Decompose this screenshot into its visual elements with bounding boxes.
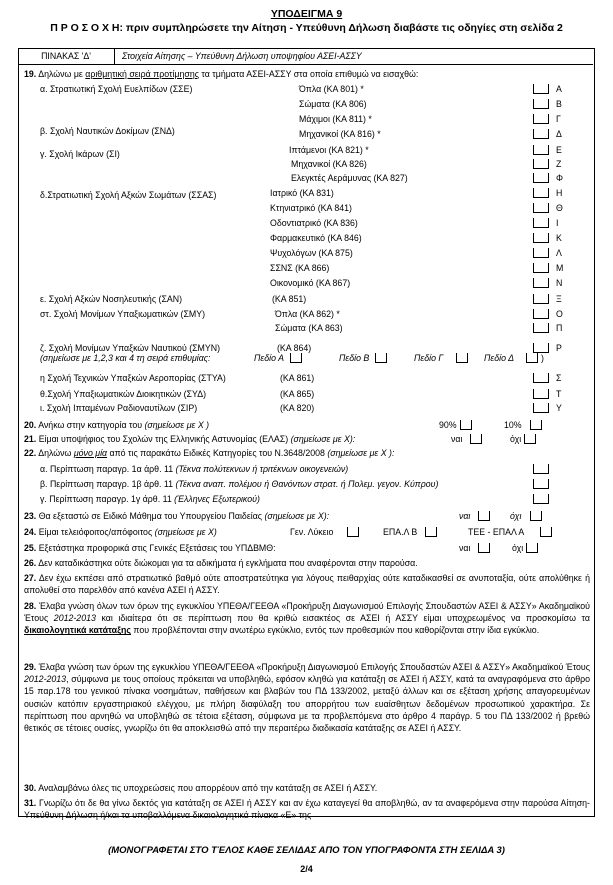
q25-text	[24, 543, 276, 554]
q23-yes: ναι	[459, 511, 471, 521]
department-priority-box[interactable]	[533, 278, 549, 288]
department-letter: Β	[556, 99, 562, 109]
q22-note: (σημείωσε με Χ ):	[327, 448, 395, 458]
school-name: η Σχολή Τεχνικών Υπαξκών Αεροπορίας (ΣΤΥΑ)	[40, 373, 226, 383]
pedio-box[interactable]	[375, 353, 387, 363]
q21-label: Είμαι υποψήφιος του Σχολών της Ελληνικής Αστυνομίας (ΕΛΑΣ)	[38, 434, 291, 444]
q22-item-desc: (Έλληνες Εξωτερικού)	[174, 494, 260, 504]
q28-text-underline: δικαιολογητικά κατάταξης	[24, 625, 131, 636]
department-label: Ιπτάμενοι (ΚΑ 821) *	[289, 145, 369, 155]
department-label: Ιατρικό (ΚΑ 831)	[270, 188, 334, 198]
q24-opt2: ΕΠΑ.Λ Β	[383, 527, 418, 537]
table-caption: Στοιχεία Αίτησης – Υπεύθυνη Δήλωση υποψηφίου ΑΣΕΙ-ΑΣΣΥ	[122, 51, 362, 61]
department-letter: Ζ	[556, 159, 562, 169]
q20-note: (σημείωσε με Χ )	[144, 420, 210, 430]
department-label: Οδοντιατρικό (ΚΑ 836)	[270, 218, 358, 228]
department-label: Φαρμακευτικό (ΚΑ 846)	[270, 233, 362, 243]
school-name: ζ. Σχολή Μονίμων Υπαξκών Ναυτικού (ΣΜΥΝ)	[40, 343, 221, 353]
q21-yes-box[interactable]	[470, 434, 482, 444]
department-priority-box[interactable]	[533, 294, 549, 304]
pedio-box[interactable]	[526, 353, 538, 363]
school-name: β. Σχολή Ναυτικών Δοκίμων (ΣΝΔ)	[40, 126, 175, 136]
q20-opt2-box[interactable]	[530, 420, 542, 430]
q23-yes-box[interactable]	[478, 511, 490, 521]
q28-text-a: Έλαβα γνώση όλων των όρων της εγκυκλίου ΥΠΕΘΑ/ΓΕΕΘΑ «Προκήρυξη Διαγωνισμού Επιλογής Σπουδαστών ΑΣΕΙ & ΑΣΣΥ» Ακαδημαϊκού Έτους	[24, 601, 590, 624]
department-letter: Μ	[556, 263, 564, 273]
department-priority-box[interactable]	[533, 173, 549, 183]
pedio-label: Πεδίο Α	[254, 353, 284, 363]
q31-label: Γνωρίζω ότι δε θα γίνω δεκτός για κατάταξη σε ΑΣΕΙ ή ΑΣΣΥ και αν έχω καταγεγεί θα αποβληθώ, αν τα αναφερόμενα στην παρούσα Αίτηση-Υπεύθυνη Δήλωση ή/και τα υποβαλλόμενα δικαιολογητικά πίνακα «Ε» της	[24, 798, 590, 821]
department-priority-box[interactable]	[533, 373, 549, 383]
department-priority-box[interactable]	[533, 145, 549, 155]
q22-item-ref: γ. Περίπτωση παραγρ. 1γ άρθ. 11	[40, 494, 175, 504]
q29-text-a: Έλαβα γνώση των όρων της εγκυκλίου ΥΠΕΘΑ/ΓΕΕΘΑ «Προκήρυξη Διαγωνισμού Επιλογής Σπουδαστών ΑΣΕΙ & ΑΣΣΥ» Ακαδημαϊκού Έτους	[38, 662, 590, 672]
department-letter: Θ	[556, 203, 563, 213]
department-priority-box[interactable]	[533, 389, 549, 399]
q22-item-ref: β. Περίπτωση παραγρ. 1β άρθ. 11	[40, 479, 176, 489]
department-label: ΣΣΝΣ (ΚΑ 866)	[270, 263, 330, 273]
department-letter: Ε	[556, 145, 562, 155]
department-label: Μηχανικοί (ΚΑ 816) *	[299, 129, 381, 139]
q24-opt2-box[interactable]	[425, 527, 437, 537]
q28-number: 28.	[24, 601, 37, 611]
department-letter: Δ	[556, 129, 562, 139]
department-letter: Κ	[556, 233, 562, 243]
q21-note: (σημείωσε με Χ):	[290, 434, 356, 444]
school-name: δ.Στρατιωτική Σχολή Αξκών Σωμάτων (ΣΣΑΣ)	[40, 190, 217, 200]
department-label: Μάχιμοι (ΚΑ 811) *	[299, 114, 372, 124]
department-label: Όπλα (ΚΑ 862) *	[275, 309, 340, 319]
q25-no-box[interactable]	[526, 543, 538, 553]
q27-label: Δεν έχω εκπέσει από στρατιωτικό βαθμό ούτε αποστρατεύτηκα για λόγους πειθαρχίας ούτε καταδικασθεί σε ανυποταξία, ούτε απολύθηκε ή απολυθεί στο παρελθόν από κανένα ΑΣΕΙ ή ΑΣΣΥ.	[24, 573, 591, 596]
q24-number: 24.	[24, 527, 37, 537]
pedio-box[interactable]	[290, 353, 302, 363]
department-label: Σώματα (ΚΑ 806)	[299, 99, 367, 109]
q31-number: 31.	[24, 798, 37, 808]
q19-text-b: τα τμήματα ΑΣΕΙ-ΑΣΣΥ στα οποία επιθυμώ να εισαχθώ:	[198, 69, 419, 79]
q19-number: 19.	[24, 69, 37, 79]
department-priority-box[interactable]	[533, 403, 549, 413]
q22-item-box[interactable]	[533, 494, 549, 504]
department-letter: Λ	[556, 248, 562, 258]
q21-no: όχι	[510, 434, 522, 444]
department-priority-box[interactable]	[533, 99, 549, 109]
q22-item-ref: α. Περίπτωση παραγρ. 1α άρθ. 11	[40, 464, 176, 474]
department-label: (ΚΑ 820)	[280, 403, 315, 413]
q21-no-box[interactable]	[524, 434, 536, 444]
smyn-note: (σημείωσε με 1,2,3 και 4 τη σειρά επιθυμίας:	[40, 353, 211, 363]
q29-number: 29.	[24, 662, 37, 672]
q20-opt1-box[interactable]	[460, 420, 472, 430]
department-priority-box[interactable]	[533, 248, 549, 258]
department-letter: Φ	[556, 173, 564, 183]
q23-number: 23.	[24, 511, 37, 521]
q29-text-b: , σύμφωνα με τους οποίους πρόκειται να υποβληθώ, εφόσον κληθώ για κατάταξη σε ΑΣΕΙ ή ΑΣΣΥ, κατά τα αναγραφόμενα στο άρθρο 15 παρ.178 του γενικού πίνακα νοσημάτων, παθήσεων και βλαβών του ΠΔ 133/2002, μεταξύ άλλων και σε εξέταση χρήσης απαγορευμένων ουσιών κατόπιν εργαστηριακού ελέγχου, με πλήρη διαφύλαξη του απορρήτου των ευαίσθητων δεδομένων προσωπικού χαρακτήρα. Σε περίπτωση που αρνηθώ να υποβληθώ σε τέτοια εξέταση, σύμφωνα με τα προβλεπόμενα στο άρθρο 4 παράγρ. 5 του ΠΔ 133/2002 ή βρεθώ θετικός σε τέτοιες ουσίες, γνωρίζω ότι θα αποκλεισθώ από την περαιτέρω διαδικασία κατάταξης σε ΑΣΕΙ ή ΑΣΣΥ.	[24, 674, 590, 734]
department-priority-box[interactable]	[533, 323, 549, 333]
school-name: στ. Σχολή Μονίμων Υπαξιωματικών (ΣΜΥ)	[40, 309, 206, 319]
department-priority-box[interactable]	[533, 218, 549, 228]
q19-text	[24, 69, 418, 80]
q25-yes-box[interactable]	[478, 543, 490, 553]
q22-item-box[interactable]	[533, 479, 549, 489]
department-letter: Α	[556, 84, 562, 94]
q20-label: Ανήκω στην κατηγορία του	[38, 420, 145, 430]
department-priority-box[interactable]	[533, 343, 549, 353]
q25-label: Εξετάστηκα προφορικά στις Γενικές Εξετάσεις του ΥΠΔΒΜΘ:	[38, 543, 276, 553]
pedio-label: Πεδίο Β	[339, 353, 370, 363]
department-label: (ΚΑ 851)	[272, 294, 307, 304]
q31-paragraph	[24, 797, 590, 821]
school-name: α. Στρατιωτική Σχολή Ευελπίδων (ΣΣΕ)	[40, 84, 193, 94]
q22-item-desc: (Τέκνα πολύτεκνων ή τριτέκνων οικογενειών)	[175, 464, 349, 474]
q20-text	[24, 420, 209, 431]
q22-item	[40, 494, 260, 505]
department-label: Σώματα (ΚΑ 863)	[275, 323, 343, 333]
department-letter: Ο	[556, 309, 563, 319]
q19-text-a: Δηλώνω με	[38, 69, 86, 79]
department-letter: Γ	[556, 114, 561, 124]
q26-text	[24, 558, 418, 569]
footer-note: (ΜΟΝΟΓΡΑΦΕΤΑΙ ΣΤΟ ΤΈΛΟΣ ΚΑΘΕ ΣΕΛΙΔΑΣ ΑΠΟ ΤΟΝ ΥΠΟΓΡΑΦΟΝΤΑ ΣΤΗ ΣΕΛΙΔΑ 3)	[108, 845, 505, 856]
q24-opt1: Γεν. Λύκειο	[290, 527, 334, 537]
department-priority-box[interactable]	[533, 84, 549, 94]
department-priority-box[interactable]	[533, 233, 549, 243]
q21-yes: ναι	[451, 434, 463, 444]
q22-text	[24, 448, 394, 459]
q20-opt1: 90%	[439, 420, 457, 430]
department-letter: Ξ	[556, 294, 562, 304]
q19-text-underline: αριθμητική σειρά προτίμησης	[85, 69, 199, 79]
department-priority-box[interactable]	[533, 309, 549, 319]
pedio-close-paren: )	[541, 353, 544, 363]
q28-year: 2012-2013	[53, 613, 96, 624]
q21-number: 21.	[24, 434, 37, 444]
q23-label: Θα εξεταστώ σε Ειδικό Μάθημα του Υπουργείου Παιδείας	[38, 511, 265, 521]
department-priority-box[interactable]	[533, 263, 549, 273]
q30-label: Αναλαμβάνω όλες τις υποχρεώσεις που απορρέουν από την κατάταξη σε ΑΣΕΙ ή ΑΣΣΥ.	[38, 783, 378, 793]
q24-opt1-box[interactable]	[347, 527, 359, 537]
department-letter: Ν	[556, 278, 563, 288]
q22-item	[40, 464, 348, 475]
document-subtitle: Π Ρ Ο Σ Ο Χ Η: πριν συμπληρώσετε την Αίτηση - Υπεύθυνη Δήλωση διαβάστε τις οδηγίες στη σελίδα 2	[50, 22, 563, 34]
pedio-label: Πεδίο Δ	[484, 353, 514, 363]
q26-label: Δεν καταδικάστηκα ούτε διώκομαι για τα αδικήματα ή εγκλήματα που αναφέρονται στην παρούσα.	[38, 558, 418, 568]
q30-text	[24, 783, 377, 794]
department-label: Οικονομικό (ΚΑ 867)	[270, 278, 351, 288]
q28-text-c: που προβλέπονται στην ανωτέρω εγκύκλιο, εντός των προθεσμιών που καθορίζονται στην ίδια εγκύκλιο.	[130, 625, 540, 636]
department-label: (ΚΑ 861)	[280, 373, 315, 383]
department-letter: Τ	[556, 389, 562, 399]
q27-number: 27.	[24, 573, 37, 583]
q20-opt2: 10%	[504, 420, 522, 430]
department-letter: Ι	[556, 218, 559, 228]
q22-item-desc: (Τέκνα αναπ. πολέμου ή Θανόντων στρατ. ή Πολεμ. γεγον. Κύπρου)	[175, 479, 439, 489]
pedio-box[interactable]	[456, 353, 468, 363]
q28-text-b: και ιδιαίτερα ότι σε περίπτωση που θα κριθώ εισακτέος σε ΑΣΕΙ ή ΑΣΣΥ είμαι υποχρεωμένος να προσκομίσω τα	[95, 613, 590, 624]
q24-note: (σημείωσε με Χ)	[154, 527, 217, 537]
department-letter: Σ	[556, 373, 562, 383]
department-label: (ΚΑ 865)	[280, 389, 315, 399]
table-label: ΠΙΝΑΚΑΣ 'Δ'	[18, 48, 115, 64]
q22-text-b: από τις παρακάτω Ειδικές Κατηγορίες του Ν.3648/2008	[107, 448, 328, 458]
q22-text-underline: μόνο μία	[73, 448, 108, 458]
department-priority-box[interactable]	[533, 114, 549, 124]
pedio-label: Πεδίο Γ	[414, 353, 444, 363]
q28-paragraph	[24, 600, 590, 637]
q22-number: 22.	[24, 448, 37, 458]
q25-yes: ναι	[459, 543, 471, 553]
q22-item	[40, 479, 438, 490]
department-letter: Υ	[556, 403, 562, 413]
q22-text-a: Δηλώνω	[38, 448, 74, 458]
department-label: Όπλα (ΚΑ 801) *	[299, 84, 364, 94]
school-name: θ.Σχολή Υπαξιωματικών Διοικητικών (ΣΥΔ)	[40, 389, 207, 399]
department-letter: Η	[556, 188, 563, 198]
department-priority-box[interactable]	[533, 129, 549, 139]
q29-year: 2012-2013	[24, 674, 67, 685]
school-name: ε. Σχολή Αξκών Νοσηλευτικής (ΣΑΝ)	[40, 294, 183, 304]
q22-item-box[interactable]	[533, 464, 549, 474]
q25-no: όχι	[512, 543, 524, 553]
department-priority-box[interactable]	[533, 188, 549, 198]
q23-note: (σημείωσε με Χ):	[264, 511, 330, 521]
page-number: 2/4	[300, 864, 313, 874]
department-letter: Π	[556, 323, 563, 333]
department-priority-box[interactable]	[533, 159, 549, 169]
department-label: Ελεγκτές Αεράμυνας (ΚΑ 827)	[291, 173, 408, 183]
school-name: γ. Σχολή Ικάρων (ΣΙ)	[40, 149, 120, 159]
table-header	[18, 48, 593, 65]
document-title: ΥΠΟΔΕΙΓΜΑ 9	[270, 8, 343, 20]
q24-opt3: ΤΕΕ - ΕΠΑΛ Α	[468, 527, 525, 537]
department-letter: Ρ	[556, 343, 562, 353]
q20-number: 20.	[24, 420, 37, 430]
department-label: (ΚΑ 864)	[277, 343, 312, 353]
q25-number: 25.	[24, 543, 37, 553]
q30-number: 30.	[24, 783, 37, 793]
q21-text	[24, 434, 355, 445]
q26-number: 26.	[24, 558, 37, 568]
department-label: Μηχανικοί (ΚΑ 826)	[291, 159, 367, 169]
department-label: Ψυχολόγων (ΚΑ 875)	[270, 248, 353, 258]
q23-no-box[interactable]	[530, 511, 542, 521]
q24-text	[24, 527, 217, 538]
q27-paragraph	[24, 572, 590, 596]
q23-text	[24, 511, 329, 522]
q24-opt3-box[interactable]	[540, 527, 552, 537]
q24-label: Είμαι τελειόφοιτος/απόφοιτος	[38, 527, 155, 537]
department-priority-box[interactable]	[533, 203, 549, 213]
department-label: Κτηνιατρικό (ΚΑ 841)	[270, 203, 352, 213]
school-name: ι. Σχολή Ιπταμένων Ραδιοναυτίλων (ΣΙΡ)	[40, 403, 198, 413]
q23-no: όχι	[510, 511, 522, 521]
q29-paragraph	[24, 661, 590, 734]
